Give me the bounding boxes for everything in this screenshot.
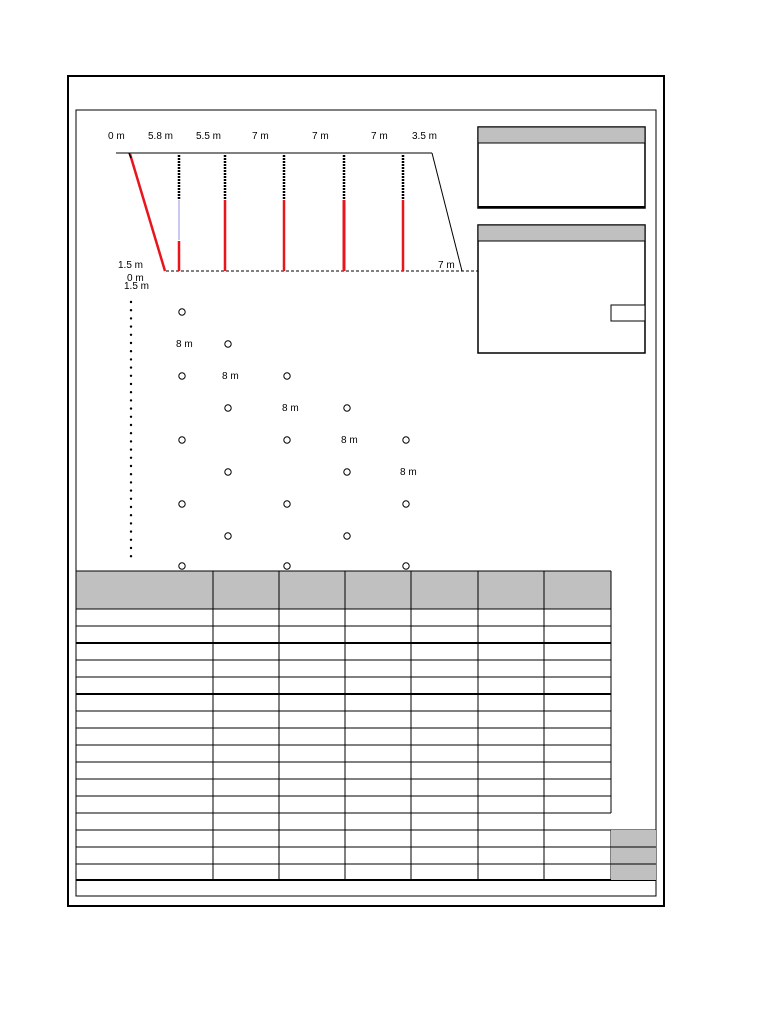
edge-dot (130, 547, 132, 549)
edge-dot (130, 555, 132, 557)
pile-marker (284, 373, 290, 379)
distance-label: 3.5 m (412, 131, 438, 142)
edge-dot (130, 481, 132, 483)
plan-pile-markers (179, 309, 409, 569)
pile-marker (179, 373, 185, 379)
inclined-pile-top (129, 153, 131, 158)
pile-marker (403, 437, 409, 443)
edge-dot (130, 407, 132, 409)
edge-dot (130, 391, 132, 393)
edge-dot (130, 473, 132, 475)
pile-marker (225, 405, 231, 411)
info-panel-header (478, 127, 645, 143)
distance-label: 5.5 m (196, 131, 222, 142)
edge-dot (130, 465, 132, 467)
spacing-label: 8 m (282, 403, 299, 414)
edge-dot (130, 358, 132, 360)
info-panel-small-box (611, 305, 645, 321)
pile-marker (179, 501, 185, 507)
edge-dot (130, 424, 132, 426)
spacing-label: 8 m (176, 339, 193, 350)
distance-label: 0 m (108, 131, 125, 142)
distance-label: 5.8 m (148, 131, 174, 142)
pile-marker (225, 341, 231, 347)
right-depth-label: 7 m (438, 260, 455, 271)
plan-origin-label: 0 m (127, 273, 144, 284)
left-depth-label: 1.5 m (118, 260, 144, 271)
edge-dot (130, 416, 132, 418)
edge-dot (130, 301, 132, 303)
edge-dot (130, 498, 132, 500)
pile-marker (179, 563, 185, 569)
pile-marker (403, 563, 409, 569)
edge-dot (130, 530, 132, 532)
pile-marker (179, 437, 185, 443)
edge-dot (130, 539, 132, 541)
distance-label: 7 m (371, 131, 388, 142)
table-header-row (76, 571, 611, 609)
pile-marker (344, 405, 350, 411)
info-panel-2 (478, 225, 645, 353)
schedule-table (76, 571, 656, 880)
pile-marker (225, 533, 231, 539)
pile-marker (284, 501, 290, 507)
edge-dot (130, 317, 132, 319)
edge-dot (130, 506, 132, 508)
spacing-label: 8 m (400, 467, 417, 478)
spacing-label: 8 m (341, 435, 358, 446)
right-batter-line (432, 153, 462, 271)
edge-dot (130, 399, 132, 401)
pile-marker (284, 563, 290, 569)
info-panel-1 (478, 127, 645, 208)
pile-marker (344, 533, 350, 539)
plan-view (124, 273, 417, 569)
pile-marker (344, 469, 350, 475)
pile-marker (403, 501, 409, 507)
info-panel-header (478, 225, 645, 241)
edge-dot (130, 383, 132, 385)
spacing-label: 8 m (222, 371, 239, 382)
edge-dot (130, 440, 132, 442)
edge-dot (130, 334, 132, 336)
edge-dot (130, 366, 132, 368)
edge-dot (130, 342, 132, 344)
edge-dot (130, 522, 132, 524)
edge-dot (130, 350, 132, 352)
section-elevation (108, 131, 488, 271)
edge-dot (130, 514, 132, 516)
plan-origin-label: 1.5 m (124, 281, 150, 292)
edge-dot (130, 375, 132, 377)
edge-dot (130, 432, 132, 434)
distance-label: 7 m (312, 131, 329, 142)
distance-label: 7 m (252, 131, 269, 142)
edge-dot (130, 309, 132, 311)
table-total-cell (611, 830, 656, 880)
pile-marker (225, 469, 231, 475)
edge-dot (130, 448, 132, 450)
plan-edge-dots (130, 301, 132, 558)
pile-marker (284, 437, 290, 443)
edge-dot (130, 457, 132, 459)
pile-marker (179, 309, 185, 315)
edge-dot (130, 325, 132, 327)
edge-dot (130, 489, 132, 491)
inclined-pile (130, 154, 165, 271)
